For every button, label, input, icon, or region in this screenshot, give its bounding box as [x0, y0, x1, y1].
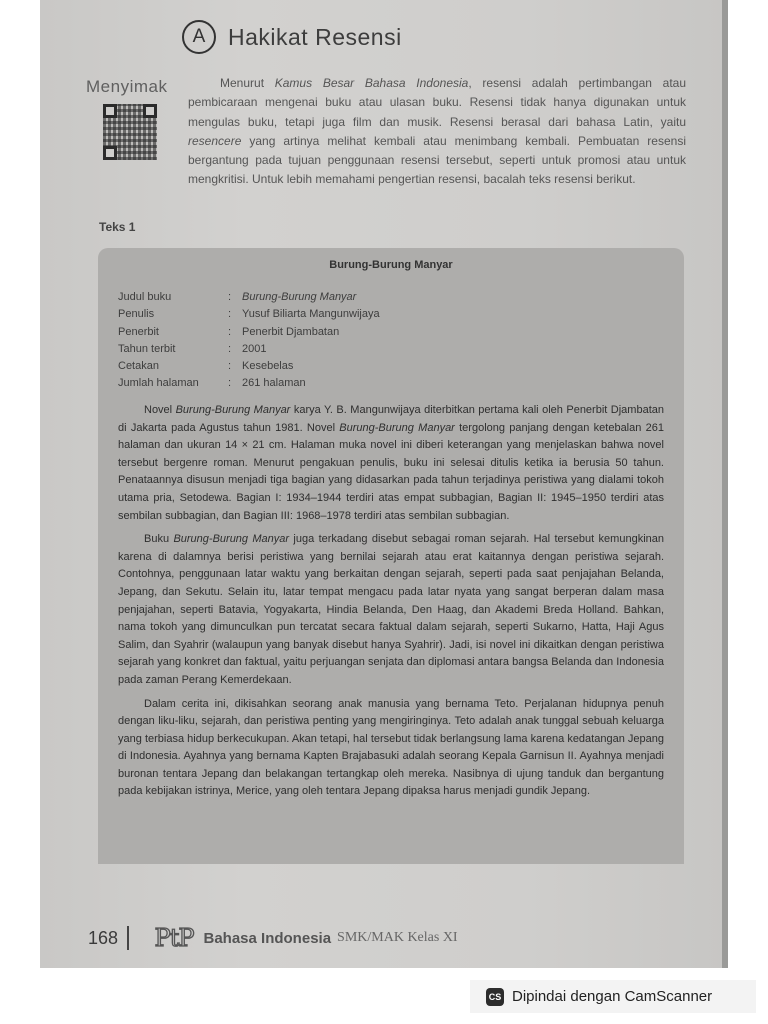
paragraph-text: tergolong panjang dengan ketebalan 261 halaman dan ukuran 14 × 21 cm. Halaman muka novel ini diberi keterangan yang menjelaskan bahwa novel tersebut bergenre roman. Menurut pengakuan penulis, buku ini selesai ditulis ketika ia berusia 50 tahun. Penataannya disusun menjadi tiga bagian yang didasarkan pada tahun terjadinya peristiwa yang dialami tokoh utama pria, Setodewa. Bagian I: 1934–1944 terdiri atas empat subbagian, Bagian II: 1945–1950 terdiri atas sembilan subbagian, dan Bagian III: 1968–1978 terdiri atas sembilan subbagian. [118, 421, 664, 522]
review-paragraph: Dalam cerita ini, dikisahkan seorang anak manusia yang bernama Teto. Perjalanan hidupnya penuh dengan liku-liku, sejarah, dan peristiwa penting yang mengiringinya. Teto adalah anak tunggal sebuah keluarga yang terbiasa hidup berkecukupan. Akan tetapi, hal tersebut tidak berlangsung lama karena kedatangan Jepang di Indonesia. Ayahnya yang bernama Kapten Brajabasuki adalah seorang Kepala Garnisun II. Ayahnya menjadi buronan tentara Jepang dan belakangan tertangkap oleh mereka. Nasibnya di ujung tanduk dan bergantung pada kebijakan istrinya, Merice, yang oleh tentara Jepang dipaksa harus menjadi gundik Jepang. [118, 697, 664, 798]
review-paragraph [118, 531, 664, 689]
section-heading [182, 20, 402, 54]
book-title-italic: Burung-Burung Manyar [173, 533, 290, 546]
page-edge [722, 0, 728, 968]
book-info-row [118, 324, 380, 341]
review-title: Burung-Burung Manyar [329, 259, 453, 271]
intro-text: , resensi adalah pertimbangan atau pembicaraan mengenai buku atau ulasan buku. Resensi tidak hanya digunakan untuk mengulas buku, tetapi juga film dan musik. Resensi berasal dari bahasa Latin, yaitu [188, 76, 686, 129]
book-series-subtitle: SMK/MAK Kelas XI [337, 930, 458, 945]
intro-text: Menurut [220, 76, 275, 90]
book-page [40, 0, 728, 968]
paragraph-text: Novel [144, 404, 176, 416]
book-info-value: Penerbit Djambatan [242, 325, 340, 338]
menyimak-label: Menyimak [86, 77, 168, 96]
book-info-value: Yusuf Biliarta Mangunwijaya [242, 308, 380, 321]
paragraph-text: juga terkadang disebut sebagai roman sejarah. Hal tersebut kemungkinan karena di dalamnya berisi peristiwa yang bernilai sejarah atau erat kaitannya dengan peristiwa sejarah. Contohnya, penggunaan latar waktu yang berkaitan dengan sejarah, seperti pada saat penjajahan Belanda, Jepang, dan Sekutu. Selain itu, latar tempat mengacu pada latar nyata yang sangat berperan dalam masa penjajahan, seperti Batavia, Yogyakarta, Hindia Belanda, Den Haag, dan Akademi Breda Holland. Bahkan, nama tokoh yang dimunculkan pun tercatat secara faktual dalam sejarah, seperti Sukarno, Hatta, Haji Agus Salim, dan Syahrir (walaupun yang banyak disebut hanya Syahrir). Jadi, isi novel ini dikaitkan dengan peristiwa sejarah yang konkret dan faktual, yaitu perjuangan senjata dan diplomasi antara bangsa Belanda dan Indonesia pada zaman Perang Kemerdekaan. [118, 533, 664, 686]
book-info-label: Jumlah halaman [118, 377, 199, 390]
book-info-value: 2001 [242, 342, 267, 355]
book-info-value: Burung-Burung Manyar [242, 291, 357, 303]
info-colon: : [228, 308, 232, 321]
book-info-value: 261 halaman [242, 377, 306, 390]
camscanner-text: Dipindai dengan CamScanner [512, 988, 713, 1005]
book-info-label: Tahun terbit [118, 342, 176, 355]
publisher-logo: PtP [154, 924, 194, 952]
intro-paragraph [188, 74, 686, 190]
book-info-row [118, 375, 380, 392]
qr-finder-mark [103, 146, 117, 160]
paragraph-text: karya Y. B. Mangunwijaya diterbitkan pertama kali oleh Penerbit Djambatan di Jakarta pada Agustus tahun 1981. Novel [118, 404, 664, 434]
book-info-row [118, 341, 380, 358]
book-info-row [118, 306, 380, 323]
footer-divider [127, 926, 129, 950]
section-letter-badge: A [182, 20, 216, 54]
book-title-italic: Burung-Burung Manyar [339, 421, 455, 434]
intro-term: resencere [188, 133, 242, 148]
qr-code-icon [103, 104, 157, 160]
book-info-label: Penulis [118, 308, 155, 321]
section-title: Hakikat Resensi [228, 23, 402, 50]
info-colon: : [228, 325, 232, 338]
book-info-label: Judul buku [118, 291, 172, 303]
camscanner-watermark [470, 980, 756, 1013]
review-body [118, 402, 664, 807]
review-text-box [98, 248, 684, 864]
paragraph-text: Buku [144, 533, 174, 546]
info-colon: : [228, 342, 232, 355]
info-colon: : [228, 377, 232, 390]
page-footer [88, 924, 458, 952]
qr-finder-mark [103, 104, 117, 118]
info-colon: : [228, 291, 232, 303]
book-info-table [118, 289, 380, 393]
book-info-row [118, 358, 380, 375]
intro-kbbi: Kamus Besar Bahasa Indonesia [274, 76, 469, 90]
intro-text: yang artinya melihat kembali atau menimbang kembali. Pembuatan resensi bergantung pada tujuan penggunaan resensi tersebut, seperti untuk promosi atau untuk mengkritisi. Untuk lebih memahami pengertian resensi, bacalah teks resensi berikut. [188, 133, 686, 187]
book-info-value: Kesebelas [242, 360, 294, 373]
book-title-italic: Burung-Burung Manyar [175, 404, 291, 416]
page-number: 168 [88, 927, 119, 948]
book-info-row [118, 289, 380, 306]
book-info-label: Cetakan [118, 360, 159, 373]
book-series-title: Bahasa Indonesia [203, 929, 332, 947]
book-info-label: Penerbit [118, 325, 159, 338]
info-colon: : [228, 360, 232, 373]
qr-finder-mark [143, 104, 157, 118]
camscanner-icon: CS [486, 988, 504, 1006]
text-number-label: Teks 1 [99, 220, 136, 234]
review-paragraph [118, 402, 664, 525]
